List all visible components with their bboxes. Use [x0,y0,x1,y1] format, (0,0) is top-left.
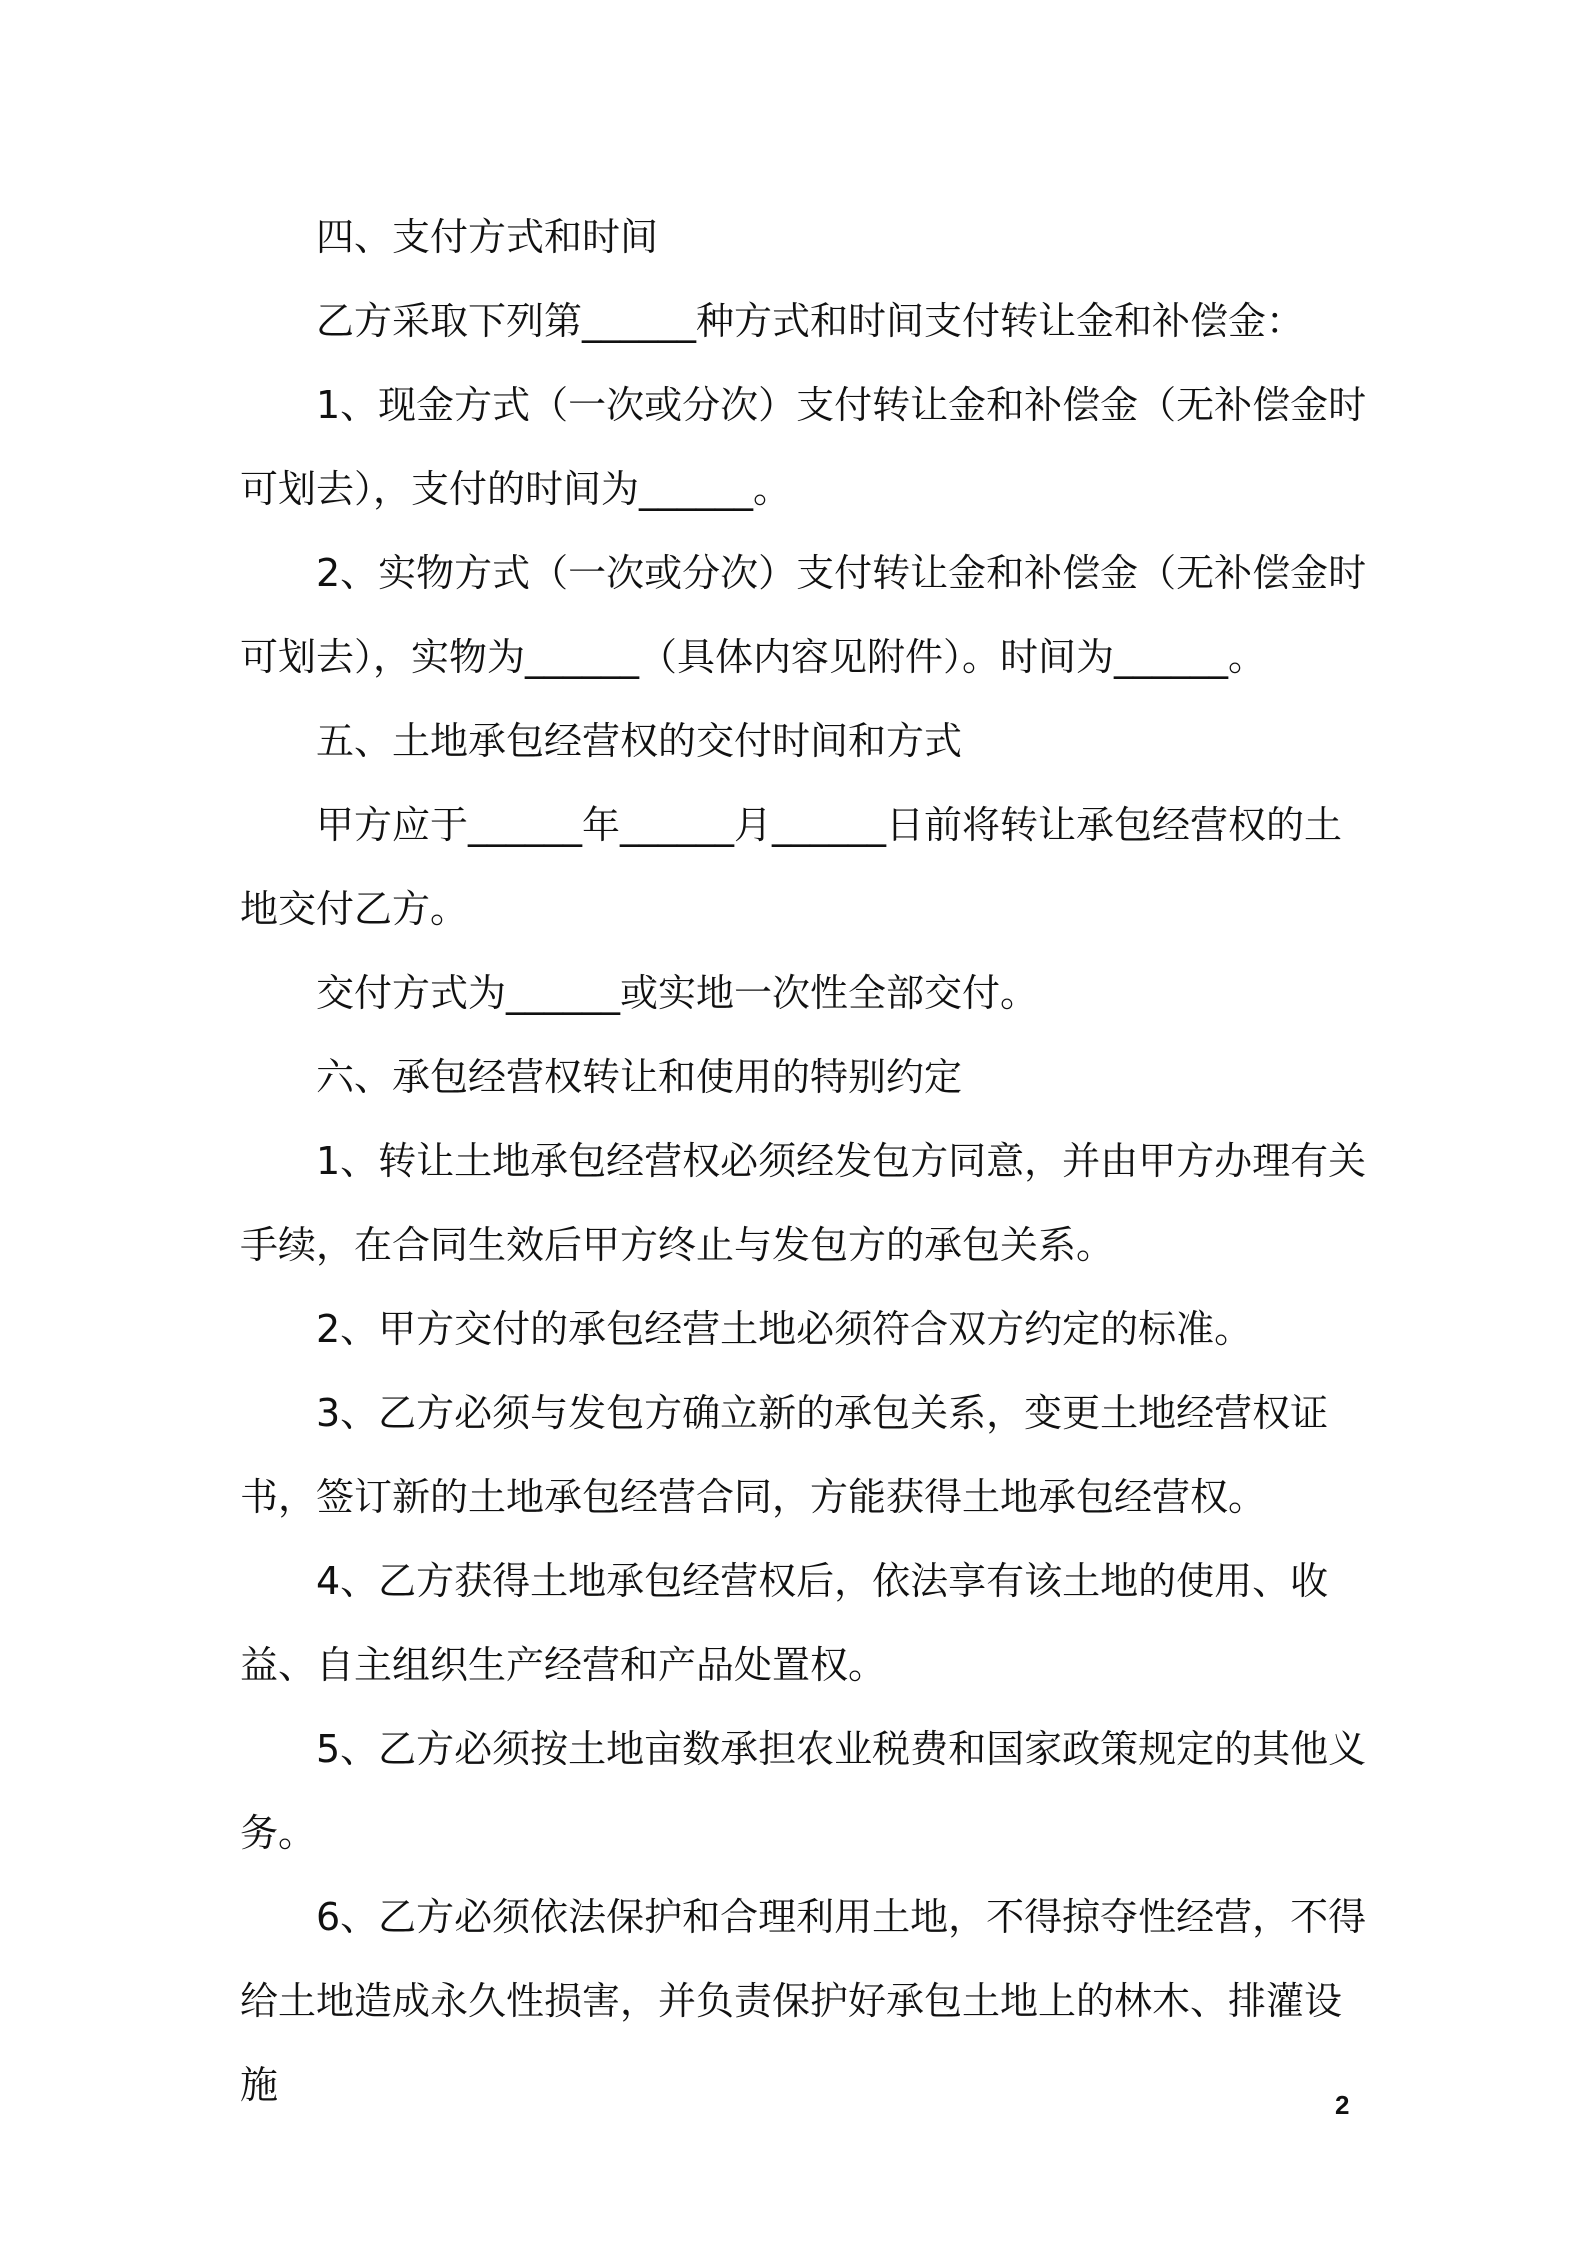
paragraph-in-kind-payment: 2、实物方式（一次或分次）支付转让金和补偿金（无补偿金时可划去），实物为______（具体内容见附件）。时间为______。 [240,551,1367,679]
paragraph-delivery-date: 甲方应于______年______月______日前将转让承包经营权的土地交付乙方。 [240,803,1343,931]
section-heading-delivery: 五、土地承包经营权的交付时间和方式 [316,719,963,763]
paragraph-term-3: 3、乙方必须与发包方确立新的承包关系，变更土地经营权证书，签订新的土地承包经营合同，方能获得土地承包经营权。 [240,1391,1329,1519]
paragraph-cash-payment: 1、现金方式（一次或分次）支付转让金和补偿金（无补偿金时可划去），支付的时间为______。 [240,383,1367,511]
paragraph-term-6: 6、乙方必须依法保护和合理利用土地，不得掠夺性经营，不得给土地造成永久性损害，并负责保护好承包土地上的林木、排灌设施 [240,1895,1367,2107]
page-number: 2 [1335,2090,1350,2120]
paragraph-term-5: 5、乙方必须按土地亩数承担农业税费和国家政策规定的其他义务。 [240,1727,1367,1855]
paragraph-term-4: 4、乙方获得土地承包经营权后，依法享有该土地的使用、收益、自主组织生产经营和产品处置权。 [240,1559,1329,1687]
paragraph-payment-method: 乙方采取下列第______种方式和时间支付转让金和补偿金： [316,299,1305,343]
section-heading-special-terms: 六、承包经营权转让和使用的特别约定 [316,1055,963,1099]
section-heading-payment: 四、支付方式和时间 [316,215,659,259]
document-body [240,195,1375,2127]
paragraph-term-1: 1、转让土地承包经营权必须经发包方同意，并由甲方办理有关手续，在合同生效后甲方终止与发包方的承包关系。 [240,1139,1367,1267]
paragraph-term-2: 2、甲方交付的承包经营土地必须符合双方约定的标准。 [316,1307,1253,1351]
paragraph-delivery-method: 交付方式为______或实地一次性全部交付。 [316,971,1039,1015]
